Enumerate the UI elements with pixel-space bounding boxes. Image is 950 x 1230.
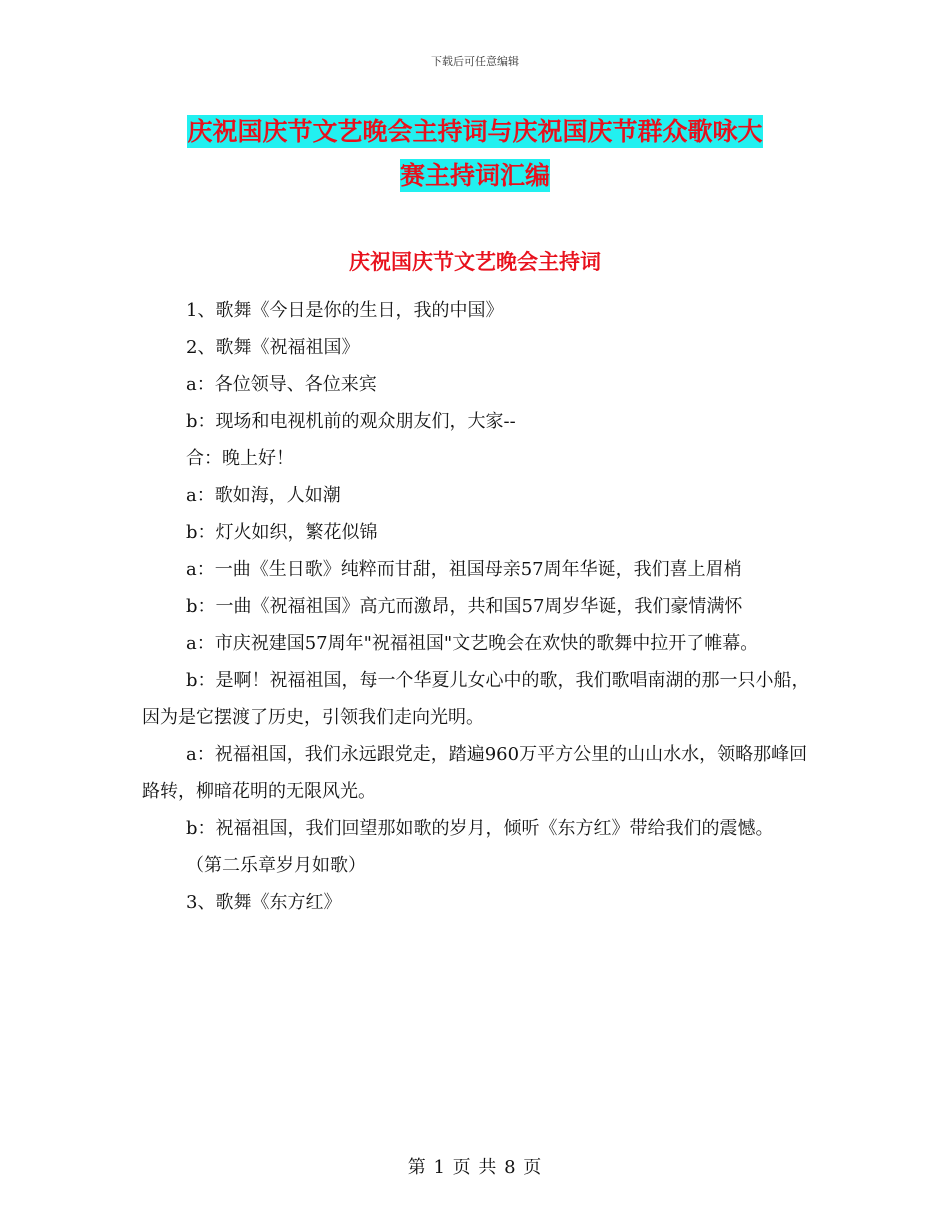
paragraph: a：各位领导、各位来宾	[186, 374, 377, 395]
document-title-line-1: 庆祝国庆节文艺晚会主持词与庆祝国庆节群众歌咏大	[187, 117, 763, 146]
paragraph: 3、歌舞《东方红》	[186, 892, 342, 913]
paragraph: b：现场和电视机前的观众朋友们，大家--	[186, 411, 516, 432]
paragraph: b：灯火如织，繁花似锦	[186, 522, 378, 543]
paragraph: a：市庆祝建国57周年"祝福祖国"文艺晚会在欢快的歌舞中拉开了帷幕。	[186, 633, 759, 654]
paragraph: （第二乐章岁月如歌）	[186, 855, 366, 876]
paragraph: 2、歌舞《祝福祖国》	[186, 337, 360, 358]
section-title: 庆祝国庆节文艺晚会主持词	[349, 250, 601, 274]
paragraph: 1、歌舞《今日是你的生日，我的中国》	[186, 300, 504, 321]
paragraph: b：是啊！祝福祖国，每一个华夏儿女心中的歌，我们歌唱南湖的那一只小船，因为是它摆渡了历史，引领我们走向光明。	[142, 670, 810, 728]
document-title	[150, 110, 800, 198]
document-title-line-2: 赛主持词汇编	[399, 161, 550, 190]
paragraph: a：祝福祖国，我们永远跟党走，踏遍960万平方公里的山山水水，领略那峰回路转，柳暗花明的无限风光。	[142, 744, 808, 802]
paragraph: a：一曲《生日歌》纯粹而甘甜，祖国母亲57周年华诞，我们喜上眉梢	[186, 559, 742, 580]
paragraph: a：歌如海，人如潮	[186, 485, 341, 506]
header-note: 下载后可任意编辑	[431, 55, 519, 68]
paragraph: b：祝福祖国，我们回望那如歌的岁月，倾听《东方红》带给我们的震憾。	[186, 818, 774, 839]
page-number-footer: 第 1 页 共 8 页	[407, 1157, 543, 1178]
paragraph: b：一曲《祝福祖国》高亢而激昂，共和国57周岁华诞，我们豪情满怀	[186, 596, 743, 617]
paragraph: 合：晚上好！	[186, 448, 294, 469]
document-body	[142, 292, 814, 921]
